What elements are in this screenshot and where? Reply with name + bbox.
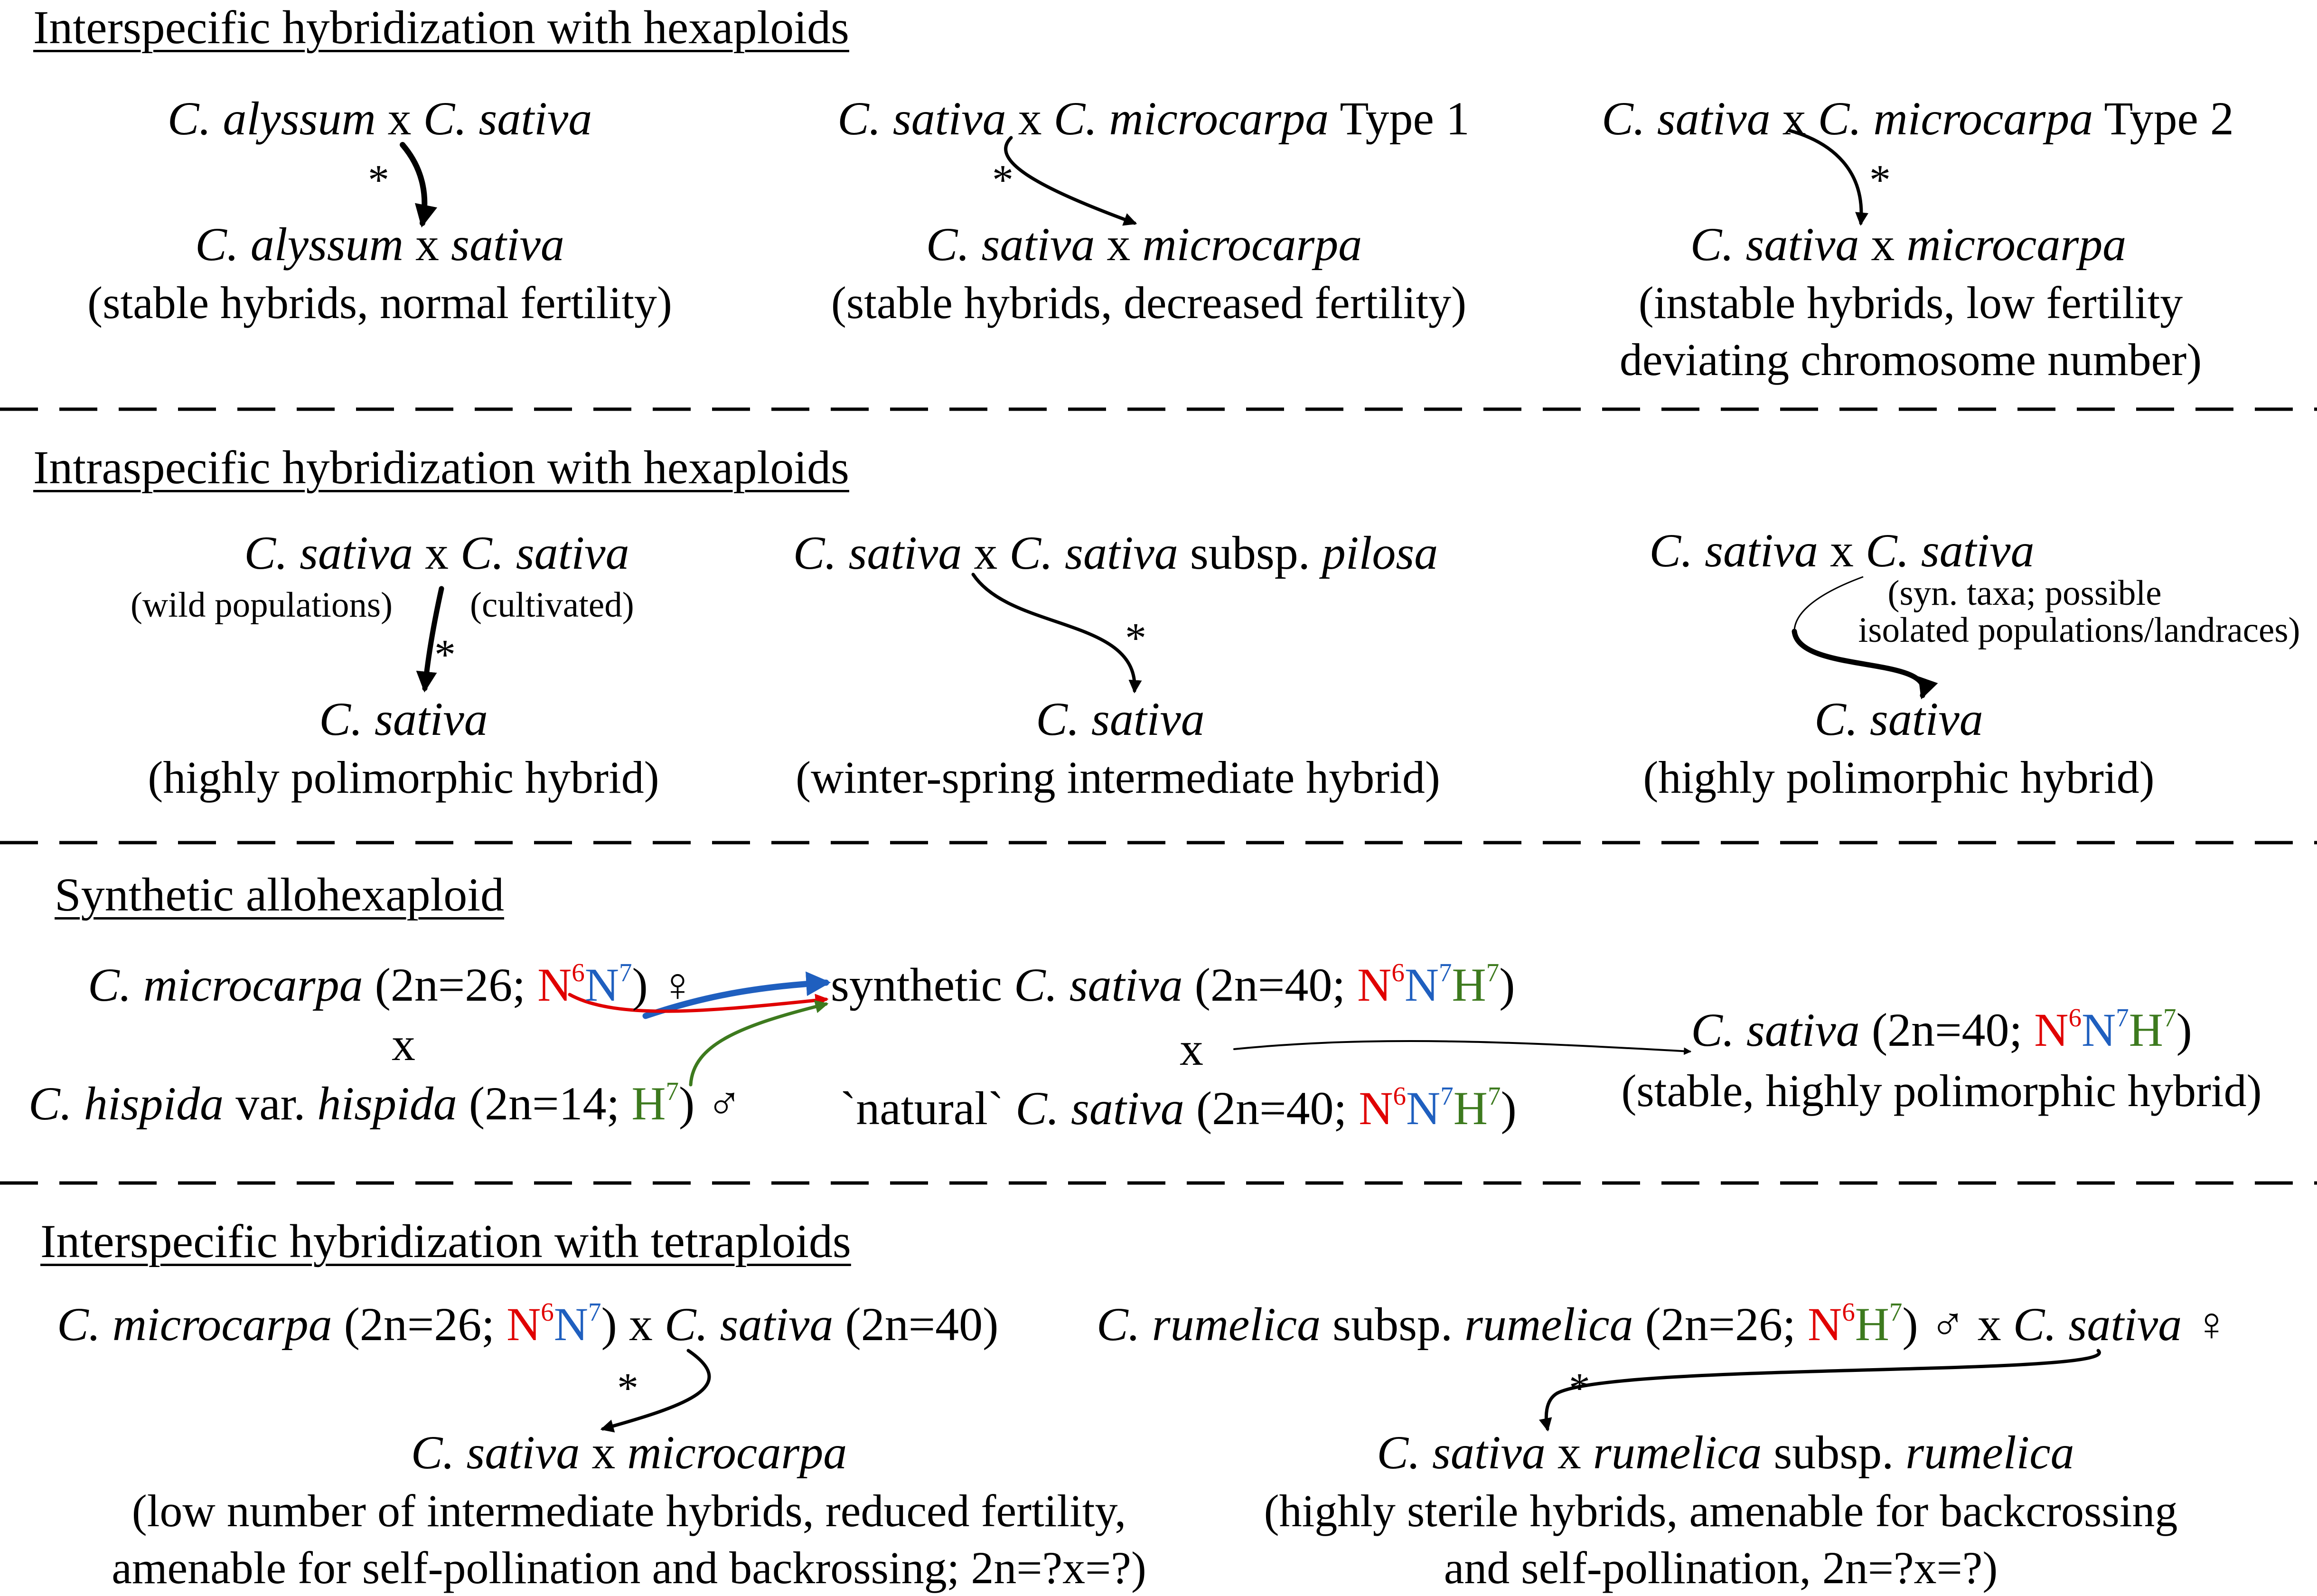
arrow-s3-merge: [1234, 1041, 1690, 1051]
chromosome-count: (2n=40): [833, 1298, 999, 1351]
s2-c3-parents: [1649, 524, 2035, 577]
s1-c1-note: (stable hybrids, normal fertility): [87, 277, 672, 328]
female-symbol: ♀: [2182, 1298, 2230, 1351]
species: C. sativa: [460, 526, 629, 579]
genome-letter: H: [1452, 958, 1486, 1011]
s2-c1-parents: [244, 526, 629, 579]
arrow-s2-c3-thin: [1794, 577, 1863, 631]
s2-c2-note: (winter-spring intermediate hybrid): [796, 752, 1440, 803]
s2-c3-sub-b: isolated populations/landraces): [1858, 610, 2300, 650]
species: microcarpa: [1142, 218, 1362, 271]
species: C. sativa: [1009, 526, 1178, 579]
genome-letter: N: [1807, 1298, 1842, 1351]
s4-c2-parents: [1097, 1297, 2230, 1351]
genome-superscript: 7: [1487, 1081, 1501, 1110]
s2-c3-note: (highly polimorphic hybrid): [1643, 752, 2155, 803]
species: C. sativa: [1866, 524, 2035, 577]
male-symbol: ) ♂: [679, 1077, 742, 1130]
genome-h7: [1454, 1082, 1501, 1135]
species: C. sativa: [1036, 693, 1205, 745]
s4-c2-result: [1377, 1426, 2074, 1479]
s2-c2-parents: [793, 526, 1438, 579]
chromosome-count: (2n=26;: [363, 958, 538, 1011]
male-symbol: ) ♂: [1902, 1298, 1978, 1351]
genome-n6: [1808, 1298, 1855, 1351]
subsp-label: subsp.: [1178, 526, 1322, 579]
genome-n6: [537, 958, 585, 1011]
s2-c3-result: [1814, 695, 1983, 743]
prefix: `natural`: [840, 1082, 1016, 1135]
genome-superscript: 7: [2163, 1003, 2176, 1032]
heading-interspecific-tetraploids: Interspecific hybridization with tetraploids: [40, 1215, 851, 1267]
species: C. sativa: [793, 526, 962, 579]
chromosome-count: (2n=26;: [332, 1298, 507, 1351]
cross-symbol: x: [1871, 218, 1895, 271]
species: microcarpa: [627, 1426, 847, 1479]
genome-superscript: 7: [619, 958, 632, 987]
species: rumelica: [1593, 1426, 1762, 1479]
s2-c1-sub-b: (cultivated): [470, 585, 634, 625]
genome-n6: [1357, 958, 1405, 1011]
s3-natural: [840, 1081, 1517, 1135]
cross-symbol: x: [1830, 524, 1854, 577]
s4-c2-note2: and self-pollination, 2n=?x=?): [1444, 1542, 1998, 1593]
s1-c2-note: (stable hybrids, decreased fertility): [831, 277, 1467, 328]
cross-symbol: x: [387, 92, 412, 145]
close-paren: ): [1499, 958, 1515, 1011]
arrow-s2-c2: [973, 574, 1135, 691]
s2-c1-star: *: [434, 631, 456, 678]
species: C. microcarpa: [1053, 92, 1329, 145]
s4-c1-parents: [57, 1297, 999, 1351]
genome-n7: [2082, 1004, 2129, 1056]
genome-superscript: 7: [1486, 958, 1500, 987]
type-label: Type 1: [1329, 92, 1470, 145]
species: microcarpa: [1906, 218, 2127, 271]
close-paren: ): [1501, 1082, 1517, 1135]
cross-symbol: x: [425, 526, 449, 579]
genome-letter: N: [1406, 1082, 1441, 1135]
cross-symbol: x: [628, 1298, 653, 1351]
genome-letter: H: [631, 1077, 666, 1130]
s1-c3-note1: (instable hybrids, low fertility: [1638, 277, 2183, 328]
close-paren: ): [2176, 1004, 2192, 1056]
s3-mother: [88, 958, 695, 1011]
cross-symbol: x: [415, 218, 440, 271]
chromosome-count: (2n=40;: [1859, 1004, 2035, 1056]
species: C. microcarpa: [1818, 92, 2093, 145]
cross-symbol: x: [1977, 1298, 2001, 1351]
species: C. sativa: [1014, 958, 1183, 1011]
genome-letter: N: [2034, 1004, 2069, 1056]
genome-letter: N: [553, 1298, 589, 1351]
species: C. sativa: [1814, 693, 1983, 745]
s2-c1-result: [319, 695, 488, 743]
cross-symbol: x: [1018, 92, 1042, 145]
s3-result-note: (stable, highly polimorphic hybrid): [1621, 1065, 2262, 1116]
species: C. sativa: [926, 218, 1095, 271]
species: C. microcarpa: [57, 1298, 332, 1351]
genome-superscript: 7: [1889, 1297, 1903, 1326]
genome-superscript: 6: [2068, 1003, 2082, 1032]
s1-c1-result: [195, 218, 564, 271]
genome-letter: H: [2129, 1004, 2163, 1056]
subsp-label: subsp.: [1321, 1298, 1465, 1351]
cross-symbol: x: [1107, 218, 1131, 271]
genome-letter: N: [1357, 958, 1392, 1011]
close-paren: ): [601, 1298, 629, 1351]
heading-intraspecific-hexaploids: Intraspecific hybridization with hexaploids: [33, 441, 849, 494]
s1-c2-star: *: [992, 157, 1013, 204]
genome-letter: H: [1855, 1298, 1889, 1351]
female-symbol: ) ♀: [632, 958, 695, 1011]
var-label: var.: [224, 1077, 318, 1130]
s1-c1-star: *: [368, 157, 389, 204]
subspecies: pilosa: [1322, 526, 1438, 579]
cross-symbol: x: [1557, 1426, 1581, 1479]
genome-letter: N: [584, 958, 619, 1011]
species: C. alyssum: [195, 218, 404, 271]
genome-letter: H: [1453, 1082, 1488, 1135]
genome-h7: [1452, 958, 1500, 1011]
genome-superscript: 6: [1842, 1297, 1855, 1326]
genome-superscript: 7: [1440, 1081, 1454, 1110]
genome-h7: [631, 1077, 679, 1130]
s3-cross-2: x: [1180, 1023, 1203, 1075]
species: C. sativa: [664, 1298, 834, 1351]
species: sativa: [451, 218, 564, 271]
subspecies: rumelica: [1905, 1426, 2074, 1479]
cross-symbol: x: [591, 1426, 616, 1479]
genome-letter: N: [1359, 1082, 1393, 1135]
genome-n7: [554, 1298, 601, 1351]
genome-superscript: 6: [1391, 958, 1405, 987]
s1-c3-parents: [1602, 92, 2234, 145]
species: C. sativa: [1015, 1082, 1184, 1135]
genome-n6: [507, 1298, 554, 1351]
genome-letter: N: [1404, 958, 1439, 1011]
genome-h7: [1855, 1298, 1903, 1351]
arrow-s1-c1: [403, 145, 424, 223]
genome-letter: N: [537, 958, 572, 1011]
subsp-label: subsp.: [1762, 1426, 1906, 1479]
s1-c3-result: [1690, 218, 2127, 271]
species: C. rumelica: [1097, 1298, 1321, 1351]
s2-c1-sub-a: (wild populations): [131, 585, 393, 625]
s4-c1-note1: (low number of intermediate hybrids, reduced fertility,: [131, 1485, 1126, 1536]
prefix: synthetic: [831, 958, 1014, 1011]
genome-n7: [1406, 1082, 1454, 1135]
species: C. sativa: [319, 693, 488, 745]
heading-synthetic-allohexaploid: Synthetic allohexaploid: [55, 868, 505, 921]
species: C. hispida: [28, 1077, 224, 1130]
species: C. microcarpa: [88, 958, 363, 1011]
species: C. sativa: [423, 92, 592, 145]
species: C. sativa: [411, 1426, 580, 1479]
variety: hispida: [317, 1077, 457, 1130]
genome-n7: [585, 958, 632, 1011]
arrow-s4-c2: [1546, 1351, 2099, 1429]
species: C. sativa: [1377, 1426, 1546, 1479]
species: C. sativa: [244, 526, 413, 579]
s1-c2-parents: [837, 92, 1470, 145]
genome-superscript: 7: [2116, 1003, 2129, 1032]
s4-c2-note1: (highly sterile hybrids, amenable for backcrossing: [1264, 1485, 2178, 1536]
genome-letter: N: [2082, 1004, 2116, 1056]
genome-superscript: 7: [666, 1076, 679, 1106]
genome-h7: [2129, 1004, 2176, 1056]
cross-symbol: x: [974, 526, 998, 579]
s4-c2-star: *: [1569, 1365, 1590, 1412]
genome-superscript: 7: [588, 1297, 601, 1326]
subspecies: rumelica: [1464, 1298, 1633, 1351]
s2-c2-result: [1036, 695, 1205, 743]
chromosome-count: (2n=40;: [1184, 1082, 1359, 1135]
heading-interspecific-hexaploids: Interspecific hybridization with hexaploids: [33, 1, 849, 54]
genome-superscript: 6: [541, 1297, 554, 1326]
s1-c3-note2: deviating chromosome number): [1619, 334, 2202, 385]
genome-superscript: 6: [572, 958, 585, 987]
genome-n7: [1405, 958, 1452, 1011]
type-label: Type 2: [2093, 92, 2234, 145]
species: C. sativa: [837, 92, 1006, 145]
s3-cross-1: x: [392, 1018, 415, 1070]
s1-c2-result: [926, 218, 1362, 271]
species: C. sativa: [1649, 524, 1818, 577]
species: C. sativa: [2013, 1298, 2182, 1351]
arrow-s1-c2: [1006, 138, 1135, 223]
s2-c3-sub-a: (syn. taxa; possible: [1887, 573, 2162, 613]
genome-superscript: 6: [1393, 1081, 1407, 1110]
s1-c1-parents: [167, 92, 592, 145]
arrow-s3-green: [691, 1004, 826, 1085]
s4-c1-star: *: [617, 1365, 638, 1412]
cross-symbol: x: [1782, 92, 1806, 145]
species: C. alyssum: [167, 92, 376, 145]
species: C. sativa: [1690, 218, 1859, 271]
genome-superscript: 7: [1439, 958, 1452, 987]
s2-c1-note: (highly polimorphic hybrid): [148, 752, 659, 803]
s3-father: [28, 1076, 742, 1130]
species: C. sativa: [1691, 1004, 1860, 1056]
chromosome-count: (2n=40;: [1182, 958, 1358, 1011]
chromosome-count: (2n=14;: [457, 1077, 632, 1130]
genome-n6: [1359, 1082, 1406, 1135]
s4-c1-note2: amenable for self-pollination and backrossing; 2n=?x=?): [112, 1542, 1146, 1593]
s4-c1-result: [411, 1426, 847, 1479]
s1-c3-star: *: [1869, 157, 1891, 204]
species: C. sativa: [1602, 92, 1771, 145]
chromosome-count: (2n=26;: [1633, 1298, 1808, 1351]
genome-n6: [2034, 1004, 2082, 1056]
s3-synthetic: [831, 958, 1515, 1011]
s3-result: [1691, 1003, 2192, 1056]
genome-letter: N: [507, 1298, 541, 1351]
s2-c2-star: *: [1125, 615, 1146, 662]
